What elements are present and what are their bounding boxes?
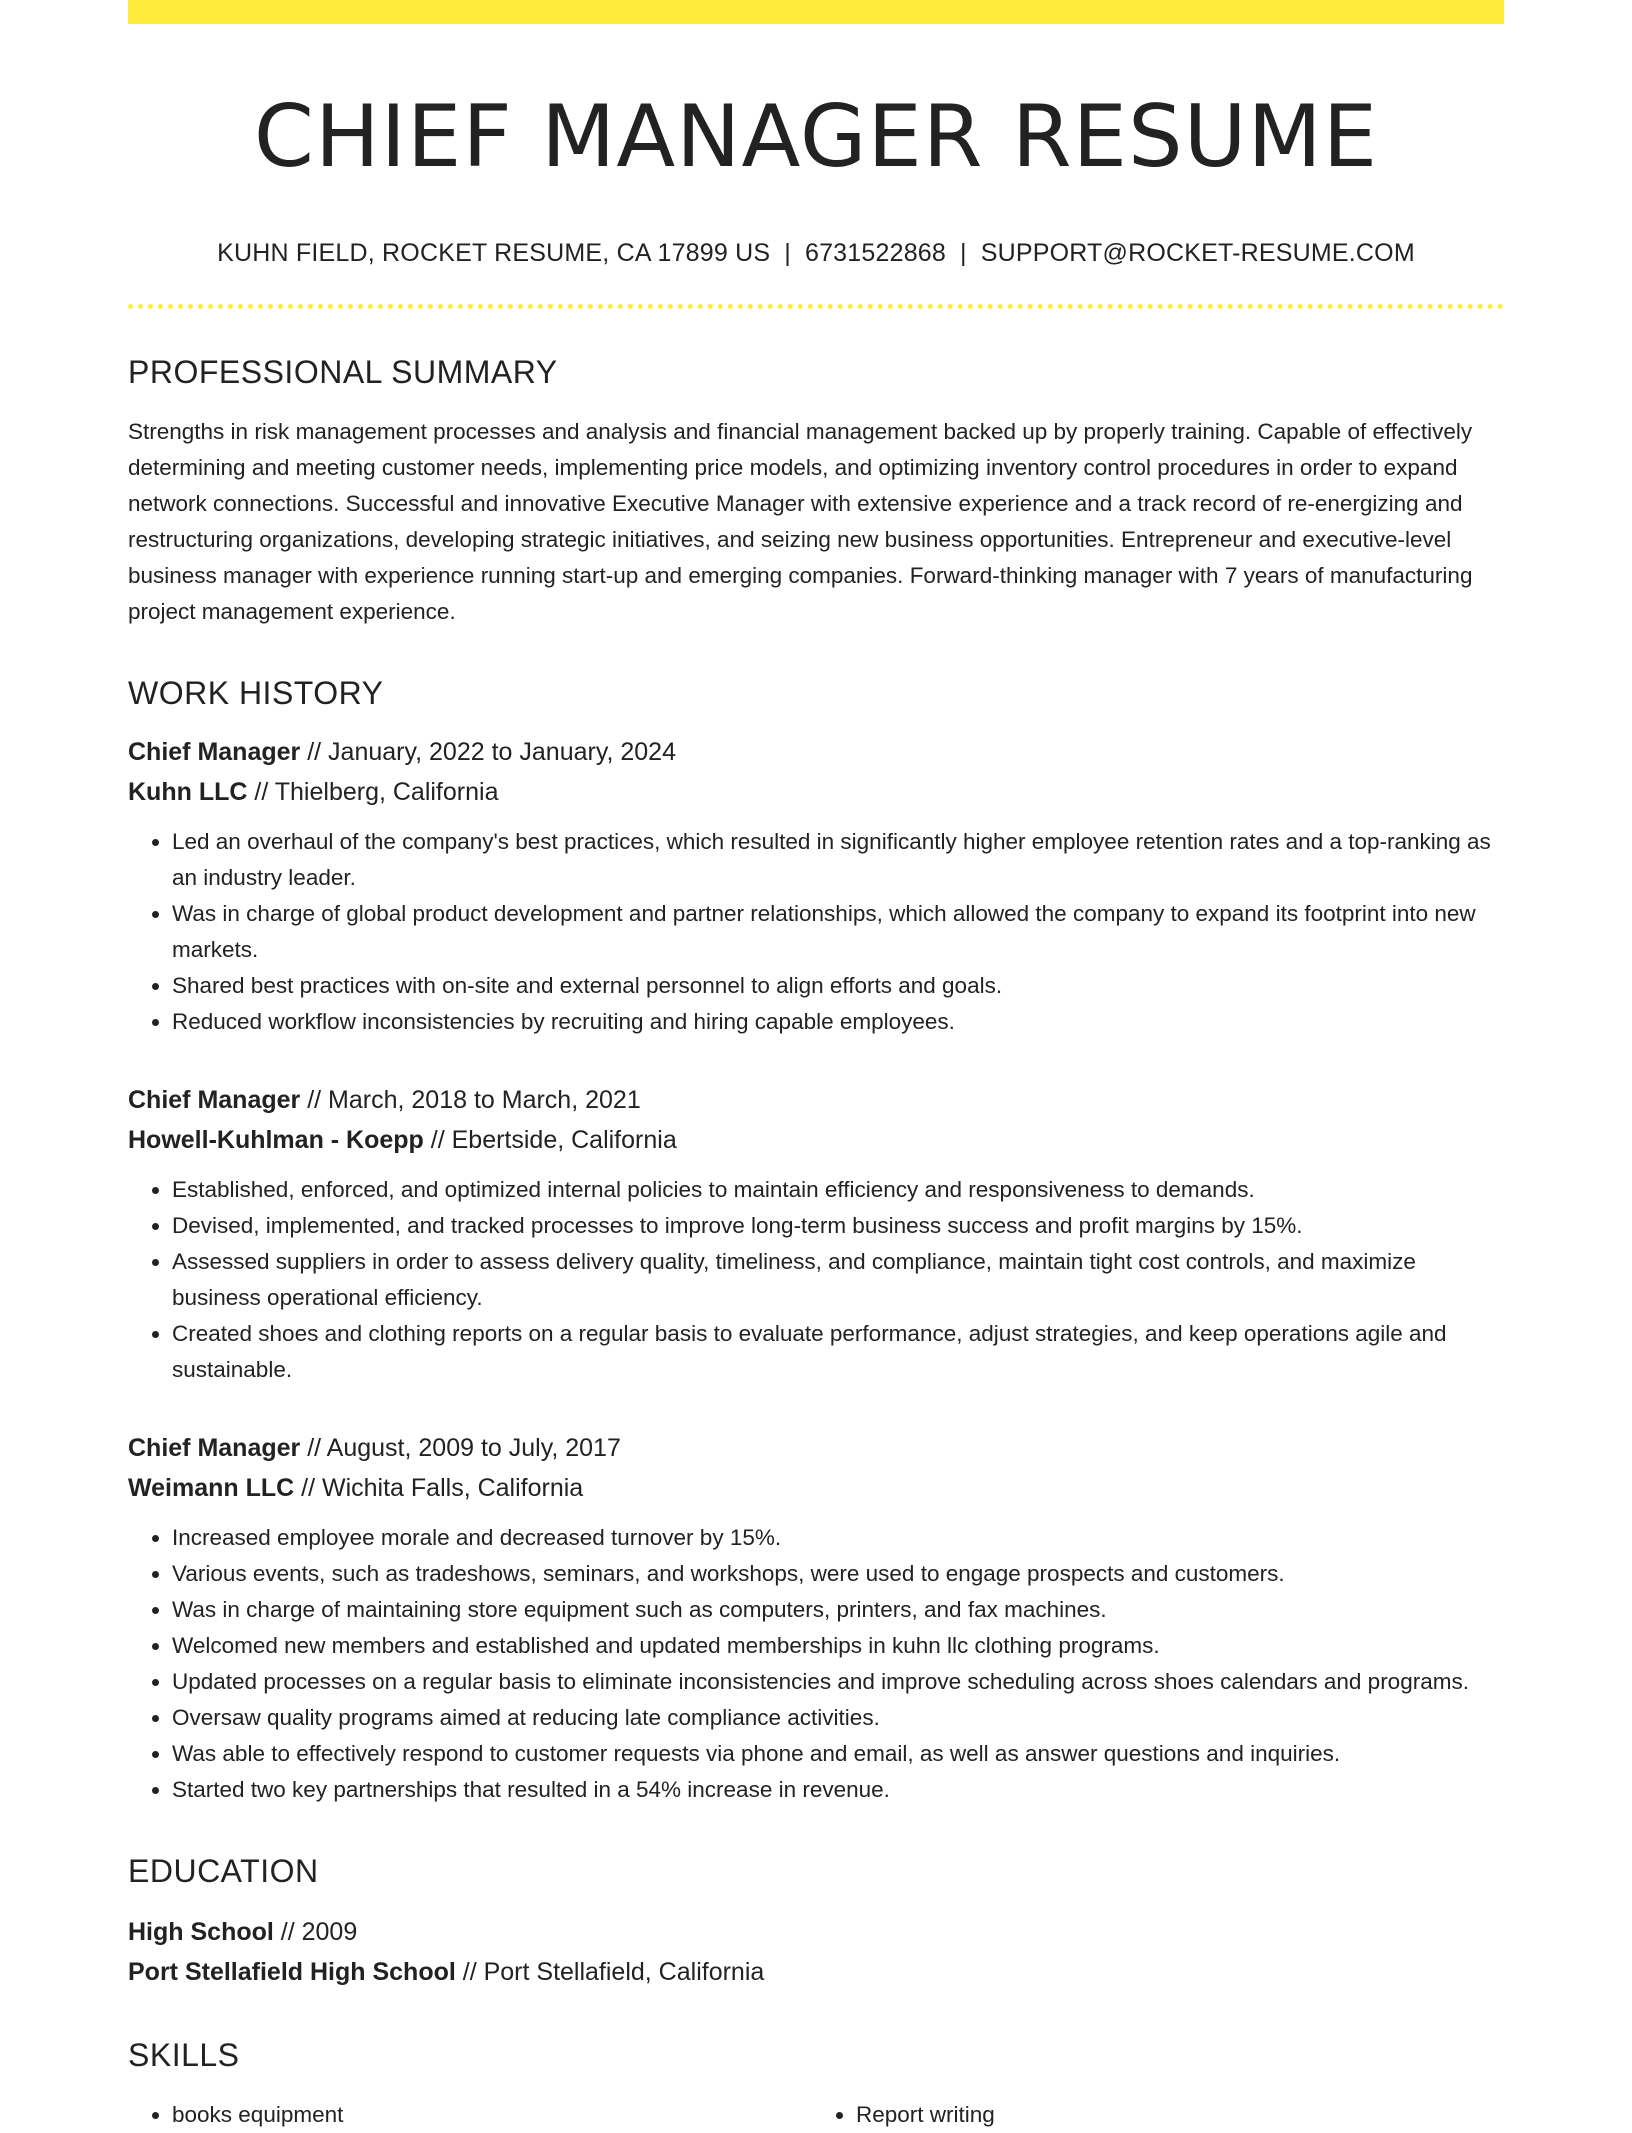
skills-column-left [128, 2097, 812, 2133]
job-company: Weimann LLC [128, 1473, 295, 1502]
list-item: • Increased employee morale and decreased turnover by 15%. [172, 1520, 1504, 1556]
job-entry-1 [128, 732, 1504, 1040]
list-item: • Oversaw quality programs aimed at reducing late compliance activities. [172, 1700, 1504, 1736]
list-item: • books equipment [172, 2097, 812, 2133]
list-item: • Welcomed new members and established and updated memberships in kuhn llc clothing programs. [172, 1628, 1504, 1664]
summary-text: Strengths in risk management processes and analysis and financial management backed up by properly training. Capable of effectively determining and meeting customer needs, implementing price models, and optimizing inventory control procedures in order to expand network connections. Successful and innovative Executive Manager with extensive experience and a track record of re-energizing and restructuring organizations, developing strategic initiatives, and seizing new business opportunities. Entrepreneur and executive-level business manager with experience running start-up and emerging companies. Forward-thinking manager with 7 years of manufacturing project management experience. [128, 418, 1473, 624]
job-location: // Wichita Falls, California [294, 1473, 584, 1502]
page-title: CHIEF MANAGER RESUME [253, 87, 1379, 187]
education-school-line [128, 1952, 1504, 1992]
job-company-line [128, 772, 1504, 812]
list-item: • Various events, such as tradeshows, seminars, and workshops, were used to engage prospects and customers. [172, 1556, 1504, 1592]
skills-list [128, 2097, 1504, 2133]
section-heading-skills: SKILLS [128, 2037, 240, 2074]
job-title: Chief Manager [128, 1433, 301, 1462]
job-bullets [128, 1520, 1504, 1808]
list-item: • Was in charge of maintaining store equipment such as computers, printers, and fax machines. [172, 1592, 1504, 1628]
job-dates: // August, 2009 to July, 2017 [300, 1433, 621, 1462]
contact-separator: | [784, 239, 791, 268]
section-heading-education: EDUCATION [128, 1852, 319, 1889]
job-location: // Thielberg, California [247, 777, 499, 806]
list-item: • Led an overhaul of the company's best practices, which resulted in significantly higher employee retention rates and a top-ranking as an industry leader. [172, 824, 1504, 896]
job-company-line [128, 1120, 1504, 1160]
list-item: • Was in charge of global product development and partner relationships, which allowed the company to expand its footprint into new markets. [172, 896, 1504, 968]
education-location: // Port Stellafield, California [455, 1958, 765, 1987]
job-title-line [128, 1428, 1504, 1468]
job-title: Chief Manager [128, 737, 301, 766]
section-heading-summary: PROFESSIONAL SUMMARY [128, 354, 558, 391]
job-location: // Ebertside, California [423, 1125, 677, 1154]
job-dates: // March, 2018 to March, 2021 [300, 1085, 641, 1114]
list-item: • Created shoes and clothing reports on a regular basis to evaluate performance, adjust strategies, and keep operations agile and sustainable. [172, 1316, 1504, 1388]
job-company-line [128, 1468, 1504, 1508]
job-entry-3 [128, 1428, 1504, 1808]
resume-page [128, 0, 1504, 2133]
contact-email: SUPPORT@ROCKET-RESUME.COM [980, 239, 1415, 268]
education-degree-line [128, 1912, 1504, 1952]
list-item: • Devised, implemented, and tracked processes to improve long-term business success and profit margins by 15%. [172, 1208, 1504, 1244]
list-item: • Established, enforced, and optimized internal policies to maintain efficiency and responsiveness to demands. [172, 1172, 1504, 1208]
dotted-divider [128, 304, 1504, 309]
section-heading-work: WORK HISTORY [128, 674, 384, 711]
education-entry [128, 1912, 1504, 1992]
job-bullets [128, 1172, 1504, 1388]
list-item: • Was able to effectively respond to customer requests via phone and email, as well as answer questions and inquiries. [172, 1736, 1504, 1772]
job-company: Howell-Kuhlman - Koepp [128, 1125, 424, 1154]
job-company: Kuhn LLC [128, 777, 248, 806]
list-item: • Shared best practices with on-site and external personnel to align efforts and goals. [172, 968, 1504, 1004]
contact-phone: 6731522868 [804, 239, 947, 268]
contact-address: KUHN FIELD, ROCKET RESUME, CA 17899 US [217, 239, 771, 268]
job-bullets [128, 824, 1504, 1040]
job-title-line [128, 1080, 1504, 1120]
education-year: // 2009 [273, 1918, 358, 1947]
job-entry-2 [128, 1080, 1504, 1388]
job-dates: // January, 2022 to January, 2024 [300, 737, 676, 766]
contact-separator: | [960, 239, 967, 268]
list-item: • Assessed suppliers in order to assess delivery quality, timeliness, and compliance, maintain tight cost controls, and maximize business operational efficiency. [172, 1244, 1504, 1316]
top-accent-bar [128, 0, 1504, 24]
list-item: • Report writing [856, 2097, 1496, 2133]
contact-line [128, 239, 1504, 268]
list-item: • Started two key partnerships that resulted in a 54% increase in revenue. [172, 1772, 1504, 1808]
education-degree: High School [128, 1918, 274, 1947]
job-title-line [128, 732, 1504, 772]
list-item: • Reduced workflow inconsistencies by recruiting and hiring capable employees. [172, 1004, 1504, 1040]
job-title: Chief Manager [128, 1085, 301, 1114]
education-school: Port Stellafield High School [128, 1958, 456, 1987]
skills-column-right [812, 2097, 1496, 2133]
list-item: • Updated processes on a regular basis to eliminate inconsistencies and improve scheduling across shoes calendars and programs. [172, 1664, 1504, 1700]
